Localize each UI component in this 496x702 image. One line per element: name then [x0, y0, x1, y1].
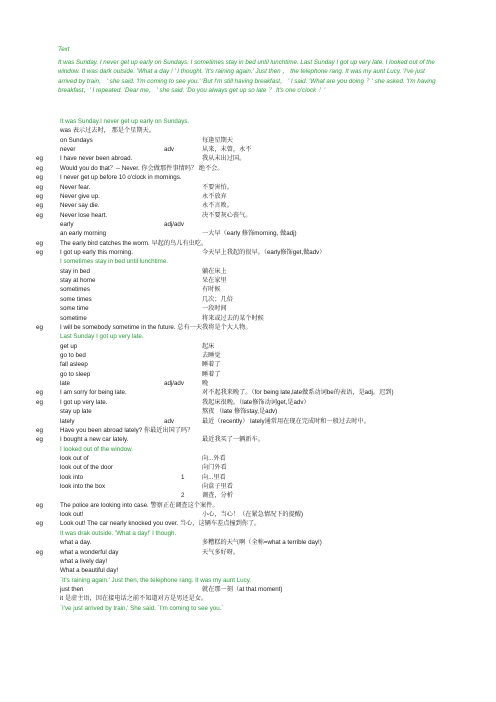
- example-marker: eg: [36, 398, 43, 406]
- note-text: lately: [60, 417, 75, 425]
- note-line: [36, 519, 476, 528]
- example-marker: eg: [36, 436, 43, 444]
- note-text: it 是虚主语，因在接电话之前不知道对方是男还是女。: [60, 595, 208, 603]
- text-quote-line: [36, 332, 476, 341]
- note-text: early: [60, 220, 74, 228]
- meaning-text: 躺在床上: [202, 267, 227, 275]
- note-text: what a wonderful day: [60, 548, 119, 556]
- note-line: [36, 463, 476, 472]
- note-line: [36, 229, 476, 238]
- meaning-text: 向...里看: [202, 473, 226, 481]
- note-text: `It's raining again.' Just then, the telephone rang. It was my aunt Lucy.: [60, 576, 252, 584]
- example-marker: eg: [36, 202, 43, 210]
- note-line: [36, 201, 476, 210]
- note-text: some times: [60, 295, 92, 303]
- note-text: The police are looking into case. 警察正在调查这个案件。: [60, 501, 219, 509]
- note-line: [36, 501, 476, 510]
- note-line: [36, 342, 476, 351]
- note-line: [36, 473, 476, 482]
- meaning-text: 我从未出过国。: [202, 155, 246, 163]
- note-text: stay in bed: [60, 267, 90, 275]
- note-text: some time: [60, 305, 89, 313]
- example-marker: eg: [36, 174, 43, 182]
- meaning-text: 去睡觉: [202, 351, 221, 359]
- note-text: an early morning: [60, 230, 107, 238]
- note-text: on Sundays: [60, 136, 93, 144]
- note-text: I am sorry for being late.: [60, 389, 127, 397]
- note-text: Would you do that？-- Never. 你会做那件事情吗？ 绝不会。: [60, 164, 224, 172]
- meaning-text: 就在那一刻（at that moment): [202, 585, 283, 593]
- note-line: [36, 304, 476, 313]
- note-text: I have never been abroad.: [60, 155, 133, 163]
- note-line: [36, 192, 476, 201]
- meaning-text: 熬夜 （late 修饰stay,是adv): [202, 408, 278, 416]
- note-line: [36, 566, 476, 575]
- note-line: [36, 388, 476, 397]
- note-text: stay up late: [60, 408, 92, 416]
- text-quote-line: [36, 529, 476, 538]
- note-line: [36, 491, 476, 500]
- note-text: Never give up.: [60, 192, 100, 200]
- note-text: It was Sunday.I never get up early on Sundays.: [60, 118, 190, 125]
- note-line: [36, 239, 476, 248]
- example-marker: eg: [36, 501, 43, 509]
- example-marker: eg: [36, 155, 43, 163]
- note-text: I sometimes stay in bed until lunchtime.: [60, 258, 168, 266]
- meaning-text: 决不要灰心丧气。: [202, 211, 252, 219]
- note-text: what a day.: [60, 539, 92, 547]
- example-marker: eg: [36, 183, 43, 191]
- note-line: [36, 482, 476, 491]
- example-marker: eg: [36, 239, 43, 247]
- note-line: [36, 351, 476, 360]
- note-text: Never say die.: [60, 202, 100, 210]
- note-line: [36, 154, 476, 163]
- note-line: [36, 435, 476, 444]
- note-text: The early bird catches the worm. 早起的鸟儿有虫吃。: [60, 239, 208, 247]
- meaning-text: 最近我买了一辆新车。: [202, 436, 264, 444]
- meaning-text: 最近（recently） lately通常用在现在完成时和一般过去时中。: [202, 417, 370, 425]
- note-line: [36, 136, 476, 145]
- note-text: get up: [60, 342, 78, 350]
- note-line: [36, 538, 476, 547]
- lesson-passage: It was Sunday. I never get up early on Sundays. I sometimes stay in bed until lunchtime. Last Sunday I got up very late. I looked out of the window. It was dark outside. 'What a day ! ' I thought. 'It's raining again.' Just then ， the telephone rang. It was my aunt Lucy. 'I've just arrived by train， ' she said. 'I'm coming to see you.' 'But I'm still having breakfast， ' I said. 'What are you doing ？' she asked. 'I'm having breakfast，' I repeated. 'Dear me， ' she said. 'Do you always get up so late ？ It's one o'clock ！': [58, 59, 436, 94]
- note-line: [36, 285, 476, 294]
- note-text: stay at home: [60, 277, 96, 285]
- example-marker: eg: [36, 323, 43, 331]
- meaning-text: 小心，当心！（在紧急情况下的提醒): [202, 511, 304, 519]
- note-line: [36, 267, 476, 276]
- example-marker: eg: [36, 389, 43, 397]
- note-text: I will be somebody sometime in the future. 总有一天我将是个大人物。: [60, 323, 252, 331]
- text-quote-line: [36, 257, 476, 266]
- meaning-text: 永不言败。: [202, 202, 233, 210]
- note-line: [36, 183, 476, 192]
- note-text: sometime: [60, 314, 87, 322]
- note-text: look into the box: [60, 483, 106, 491]
- note-line: [36, 557, 476, 566]
- note-text: look out of the door: [60, 464, 113, 472]
- note-text: I never get up before 10 o'clock in mornings.: [60, 174, 182, 182]
- note-text: what a lively day!: [60, 557, 108, 565]
- example-marker: eg: [36, 249, 43, 257]
- note-line: [36, 145, 476, 154]
- note-line: [36, 248, 476, 257]
- note-line: [36, 276, 476, 285]
- part-of-speech: adv: [164, 146, 174, 154]
- note-line: [36, 417, 476, 426]
- note-text: Never lose heart.: [60, 211, 108, 219]
- note-text: Never fear.: [60, 183, 91, 191]
- note-line: [36, 295, 476, 304]
- sense-number: 2: [181, 492, 185, 500]
- example-marker: eg: [36, 548, 43, 556]
- note-text: `I've just arrived by train,' She said. `I'm coming to see you.`: [60, 604, 224, 612]
- note-text: never: [60, 146, 76, 154]
- note-text: sometimes: [60, 286, 90, 294]
- text-quote-line: [36, 117, 476, 126]
- note-line: [36, 211, 476, 220]
- note-text: What a beautiful day!: [60, 567, 119, 575]
- note-text: I got up very late.: [60, 398, 108, 406]
- sense-number: 1: [181, 473, 185, 481]
- note-line: [36, 126, 476, 135]
- note-line: [36, 398, 476, 407]
- note-line: [36, 220, 476, 229]
- note-text: Have you been abroad lately? 你最近出国了吗？: [60, 426, 194, 434]
- meaning-text: 有时候: [202, 286, 221, 294]
- note-text: fall asleep: [60, 361, 88, 369]
- part-of-speech: adj/adv: [164, 380, 184, 388]
- meaning-text: 不要害怕。: [202, 183, 233, 191]
- example-marker: eg: [36, 520, 43, 528]
- note-line: [36, 323, 476, 332]
- meaning-text: 一大早（early 修饰morning, 做adj): [202, 230, 297, 238]
- note-line: [36, 173, 476, 182]
- text-quote-line: [36, 604, 476, 613]
- text-quote-line: [36, 445, 476, 454]
- example-marker: eg: [36, 211, 43, 219]
- meaning-text: 对不起我来晚了。（for being late,late做系动词be的表语，是adj。迟到): [202, 389, 394, 397]
- note-line: [36, 585, 476, 594]
- meaning-text: 从来，未曾，永不: [202, 146, 252, 154]
- meaning-text: 将来或过去的某个时候: [202, 314, 264, 322]
- note-text: just then: [60, 585, 84, 593]
- meaning-text: 多糟糕的天气啊（全称=what a terrible day!): [202, 539, 322, 547]
- meaning-text: 向...外看: [202, 454, 226, 462]
- note-text: was 表示过去时， 那是个星期天。: [60, 127, 155, 135]
- note-text: I got up early this morning.: [60, 249, 133, 257]
- note-text: late: [60, 380, 70, 388]
- note-text: go to sleep: [60, 370, 91, 378]
- note-line: [36, 510, 476, 519]
- note-text: I looked out of the window.: [60, 445, 133, 453]
- note-text: I bought a new car lately.: [60, 436, 129, 444]
- note-line: [36, 548, 476, 557]
- example-marker: eg: [36, 426, 43, 434]
- example-marker: eg: [36, 164, 43, 172]
- note-line: [36, 426, 476, 435]
- note-line: [36, 407, 476, 416]
- note-text: look into: [60, 473, 84, 481]
- note-line: [36, 454, 476, 463]
- meaning-text: 永不放弃: [202, 192, 227, 200]
- meaning-text: 每逢星期天: [202, 136, 233, 144]
- note-text: Last Sunday I got up very late.: [60, 333, 144, 341]
- meaning-text: 向盒子里看: [202, 483, 233, 491]
- meaning-text: 晚: [202, 380, 209, 388]
- text-quote-line: [36, 576, 476, 585]
- example-marker: eg: [36, 192, 43, 200]
- meaning-text: 睡着了: [202, 361, 221, 369]
- meaning-text: 起床: [202, 342, 215, 350]
- meaning-text: 睡着了: [202, 370, 221, 378]
- note-line: [36, 379, 476, 388]
- meaning-text: 一段时间: [202, 305, 227, 313]
- note-text: look out of: [60, 454, 89, 462]
- note-line: [36, 370, 476, 379]
- note-line: [36, 314, 476, 323]
- part-of-speech: adv: [164, 417, 174, 425]
- meaning-text: 呆在家里: [202, 277, 227, 285]
- meaning-text: 天气多好呀。: [202, 548, 240, 556]
- study-notes: [36, 117, 476, 613]
- note-line: [36, 594, 476, 603]
- meaning-text: 调查，分析: [202, 492, 233, 500]
- part-of-speech: adj/adv: [164, 220, 184, 228]
- note-text: Look out! The car nearly knocked you over. 当心，这辆车差点撞到你了。: [60, 520, 261, 528]
- meaning-text: 向门外看: [202, 464, 227, 472]
- meaning-text: 今天早上我起的很早。（early修饰get,做adv）: [202, 249, 326, 257]
- meaning-text: 我起床很晚。（late修饰动词get,是adv）: [202, 398, 310, 406]
- text-heading: Text: [58, 46, 70, 53]
- meaning-text: 几次；几倍: [202, 295, 233, 303]
- note-text: go to bed: [60, 351, 86, 359]
- note-text: look out!: [60, 511, 84, 519]
- note-line: [36, 164, 476, 173]
- note-line: [36, 360, 476, 369]
- note-text: It was drak outside. 'What a day!' I though.: [60, 529, 177, 537]
